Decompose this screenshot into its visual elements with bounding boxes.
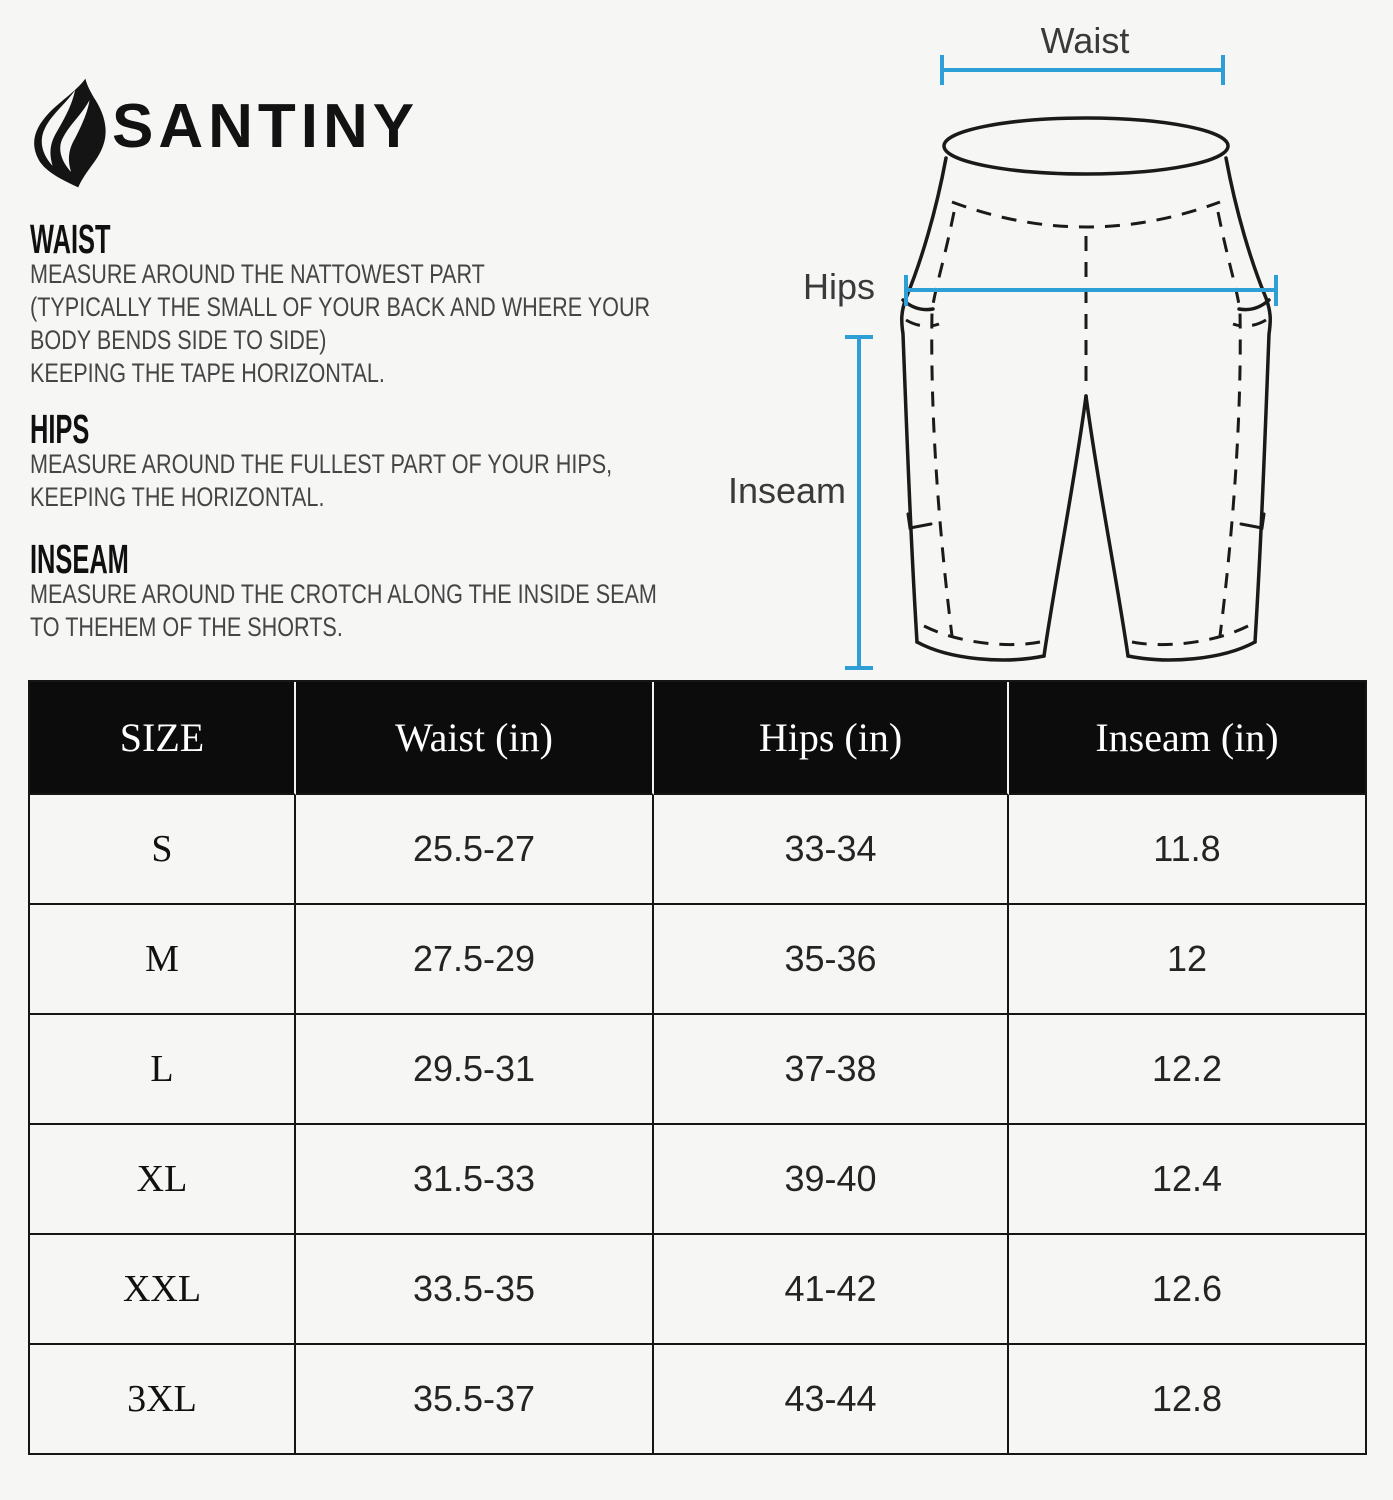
size-value: L xyxy=(30,1015,296,1125)
flame-icon xyxy=(30,78,108,188)
size-value: XL xyxy=(30,1125,296,1235)
waist-value: 25.5-27 xyxy=(296,795,654,905)
hips-value: 33-34 xyxy=(654,795,1009,905)
waist-heading: WAIST xyxy=(30,216,111,262)
column-header-size: SIZE xyxy=(30,682,296,795)
inseam-value: 12.2 xyxy=(1009,1015,1365,1125)
shorts-diagram xyxy=(700,0,1393,680)
hips-value: 43-44 xyxy=(654,1345,1009,1453)
size-value: XXL xyxy=(30,1235,296,1345)
section-inseam xyxy=(30,536,730,642)
inseam-measure-label: Inseam xyxy=(727,470,847,511)
waist-value: 29.5-31 xyxy=(296,1015,654,1125)
table-row-s xyxy=(30,795,1365,905)
inseam-instructions: MEASURE AROUND THE CROTCH ALONG THE INSIDE SEAM TO THEHEM OF THE SHORTS. xyxy=(30,579,657,642)
hips-value: 37-38 xyxy=(654,1015,1009,1125)
hips-heading: HIPS xyxy=(30,406,90,452)
hips-value: 35-36 xyxy=(654,905,1009,1015)
waist-instructions: MEASURE AROUND THE NATTOWEST PART (TYPICALLY THE SMALL OF YOUR BACK AND WHERE YOUR BODY BENDS SIDE TO SIDE) KEEPING THE TAPE HORIZONTAL. xyxy=(30,259,651,388)
hips-value: 39-40 xyxy=(654,1125,1009,1235)
hips-instructions: MEASURE AROUND THE FULLEST PART OF YOUR HIPS, KEEPING THE HORIZONTAL. xyxy=(30,449,613,512)
column-header-waist: Waist (in) xyxy=(296,682,654,795)
section-waist xyxy=(30,216,730,388)
size-value: M xyxy=(30,905,296,1015)
inseam-value: 12.6 xyxy=(1009,1235,1365,1345)
shorts-line-art xyxy=(700,0,1393,680)
waist-value: 27.5-29 xyxy=(296,905,654,1015)
measurement-lines xyxy=(845,55,1276,668)
table-row-3xl xyxy=(30,1345,1365,1453)
size-value: 3XL xyxy=(30,1345,296,1453)
hips-measure-label: Hips xyxy=(802,266,876,307)
inseam-heading: INSEAM xyxy=(30,536,129,582)
section-hips xyxy=(30,406,730,512)
table-row-xxl xyxy=(30,1235,1365,1345)
inseam-value: 11.8 xyxy=(1009,795,1365,905)
size-chart-table xyxy=(28,680,1367,1455)
waist-value: 35.5-37 xyxy=(296,1345,654,1453)
inseam-value: 12.4 xyxy=(1009,1125,1365,1235)
brand-name: SANTINY xyxy=(112,92,420,161)
column-header-inseam: Inseam (in) xyxy=(1009,682,1365,795)
inseam-value: 12 xyxy=(1009,905,1365,1015)
table-row-xl xyxy=(30,1125,1365,1235)
hips-value: 41-42 xyxy=(654,1235,1009,1345)
waist-value: 31.5-33 xyxy=(296,1125,654,1235)
waist-measure-label: Waist xyxy=(1040,20,1130,61)
size-chart-header-row xyxy=(30,682,1365,795)
inseam-value: 12.8 xyxy=(1151,1378,1223,1419)
table-row-l xyxy=(30,1015,1365,1125)
waist-value: 33.5-35 xyxy=(296,1235,654,1345)
column-header-hips: Hips (in) xyxy=(654,682,1009,795)
brand-logo xyxy=(30,78,108,188)
size-value: S xyxy=(30,795,296,905)
table-row-m xyxy=(30,905,1365,1015)
